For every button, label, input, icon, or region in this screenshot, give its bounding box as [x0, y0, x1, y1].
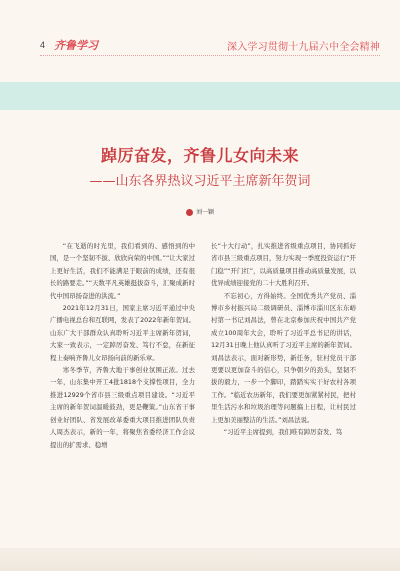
- paragraph: 寒冬季节，齐鲁大地干事创业氛围正浓。过去一年，山东集中开工4批1818个支撑性项目，全力推进12929个省市县三级重点项目建设。“习近平主席的新年贺词温暖鼓劲，更是鞭策。”山东省干事创业好团队、省发展改革委重大项目推进团队负责人周杰表示，新的一年，将聚焦省委经济工作会议提出的扩需求、稳增: [50, 366, 195, 449]
- byline: [0, 207, 400, 216]
- author-name: 刘一颖: [195, 209, 214, 216]
- column-title: 深入学习贯彻十九届六中全会精神: [227, 42, 380, 53]
- page-header: [0, 0, 400, 82]
- page-number: 4: [40, 40, 46, 50]
- header-divider: [40, 55, 380, 56]
- paragraph: 不忘初心，方得始终。全国优秀共产党员、淄博市乡村振兴局二级调研员、淄博市淄川区东东峪村第一书记刘昌法，曾在北京参加庆祝中国共产党成立100周年大会，聆听了习近平总书记的讲话，12月31日晚上他认真听了习近平主席的新年贺词。刘昌法表示，面对新形势，新任务，驻村党员干部更要以更加奋斗的信心，只争朝夕的劲头，坚韧不拔的毅力，一步一个脚印，踏踏实实干好农村各项工作。“临近农历新年，我们要更加紧紧村民，把村里生活污水和垃圾治理等问题搞上日程，让村民过上更加美丽整洁的生活。”刘昌法说。: [211, 291, 356, 424]
- article-body-right-column: [211, 240, 356, 439]
- paragraph: 2021年12月31日，国家主席习近平通过中央广播电视总台和互联网，发表了2022年新年贺词。山东广大干部群众认真聆听习近平主席新年贺词，大家一致表示，一定踔厉奋发、笃行不怠，在新征程上奏响齐鲁儿女昂扬向前的新乐章。: [50, 304, 195, 362]
- author-icon: [186, 209, 193, 216]
- magazine-logo: 齐鲁学习: [54, 39, 98, 52]
- decorative-band: [0, 82, 400, 110]
- article-subtitle: ——山东各界热议习近平主席新年贺词: [89, 174, 311, 189]
- article-body-left-column: [50, 240, 195, 451]
- paragraph: 长“十大行动”，扎实推进省级重点项目，协同抓好省市县三级重点项目，努力实现一季度投资运行“开门稳”“开门红”，以高质量项目推动高质量发展，以优异成绩迎接党的二十大胜利召开。: [211, 242, 356, 288]
- paragraph: “在飞逝的时光里，我们看到的、感悟到的中国，是一个坚韧不拔、欣欣向荣的中国。”“让大家过上更好生活，我们不能满足于眼前的成绩，还有很长的路要走。”“天数平凡英雄挺拔奋斗，汇聚成新时代中国昂扬奋进的洪流。”: [50, 242, 195, 300]
- page-footer-band: [0, 548, 400, 571]
- article-title: 踔厉奋发，齐鲁儿女向未来: [100, 146, 299, 165]
- paragraph: “习近平主席提到，我们唯有踔厉奋发、笃: [223, 428, 343, 437]
